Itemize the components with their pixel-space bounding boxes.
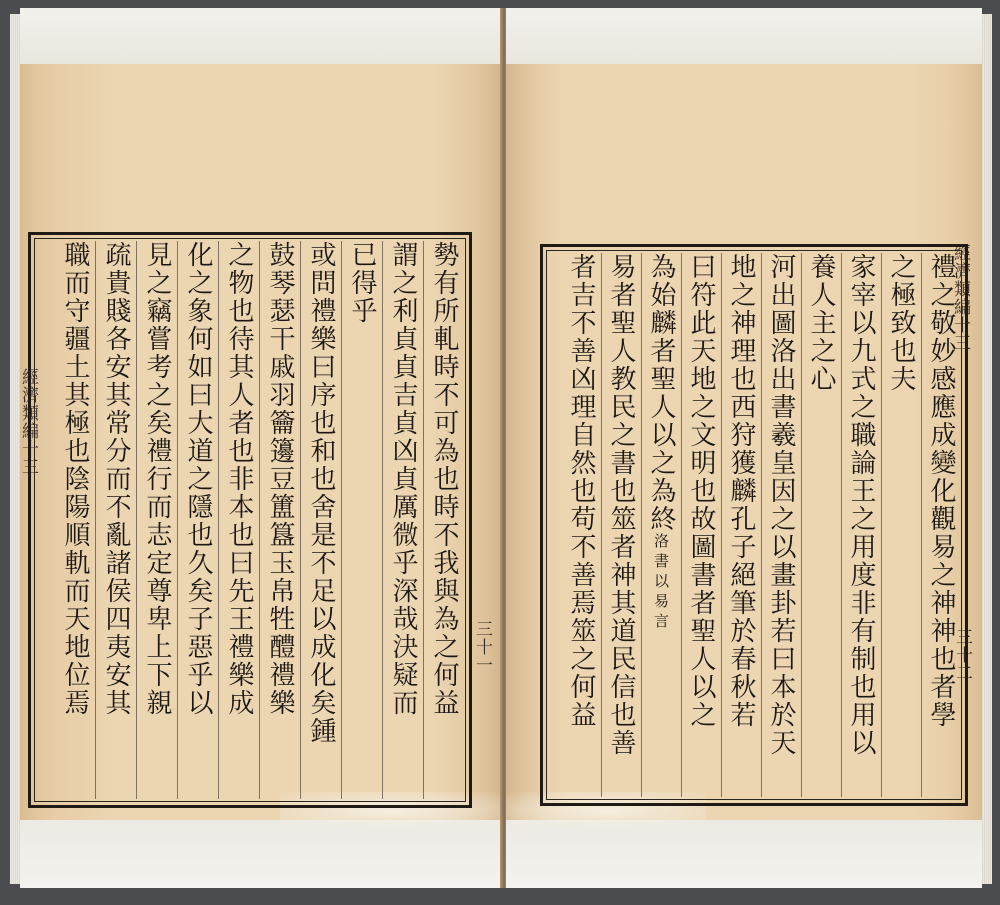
left-column-10: 職而守疆土其極也陰陽順軌而天地位焉 <box>55 241 96 799</box>
right-column-6: 地之神理也西狩獲麟孔子絕筆於春秋若 <box>721 253 762 797</box>
left-column-7: 化之象何如曰大道之隱也久矣子惡乎以 <box>178 241 219 799</box>
left-column-9: 疏貴賤各安其常分而不亂諸侯四夷安其 <box>96 241 137 799</box>
right-column-1: 禮之敬妙感應成變化觀易之神神也者學 <box>926 253 956 729</box>
left-column-5: 鼓琴瑟干戚羽籥籩豆簠簋玉帛牲醴禮樂 <box>260 241 301 799</box>
top-paper-band <box>506 8 982 64</box>
left-column-4: 或問禮樂曰序也和也舍是不足以成化矣鍾 <box>301 241 342 799</box>
right-text-frame <box>540 244 968 806</box>
right-column-9: 易者聖人教民之書也筮者神其道民信也善 <box>601 253 642 797</box>
annotation-note: 洛書以易言 <box>652 533 670 633</box>
right-column-3: 家宰以九式之職論王之用度非有制也用以 <box>841 253 882 797</box>
right-column-8-text: 為始麟者聖人以之為終 <box>646 253 676 533</box>
right-column-4: 養人主之心 <box>801 253 842 797</box>
left-column-2: 謂之利貞貞吉貞凶貞厲微乎深哉決疑而 <box>383 241 424 799</box>
left-text-frame <box>28 232 472 808</box>
bottom-paper-band <box>20 820 502 888</box>
left-column-3: 已得乎 <box>342 241 383 799</box>
left-column-6: 之物也待其人者也非本也曰先王禮樂成 <box>219 241 260 799</box>
right-column-8 <box>641 253 682 797</box>
left-column-1: 勢有所軋時不可為也時不我與為之何益 <box>429 241 459 717</box>
right-column-10: 者吉不善凶理自然也苟不善焉筮之何益 <box>561 253 602 797</box>
left-page <box>20 8 502 888</box>
top-paper-band <box>20 8 502 64</box>
left-margin-page-number: 三十一 <box>472 620 492 674</box>
right-margin-page-number: 三十二 <box>952 628 972 682</box>
right-margin-title: 經濟類編十三 <box>950 244 970 352</box>
right-column-2: 之極致也夫 <box>881 253 922 797</box>
right-page <box>506 8 982 888</box>
right-column-7: 曰符此天地之文明也故圖書者聖人以之 <box>681 253 722 797</box>
bottom-paper-band <box>506 820 982 888</box>
right-column-5: 河出圖洛出書羲皇因之以畫卦若曰本於天 <box>761 253 802 797</box>
page-edge-right <box>982 14 992 884</box>
left-column-8: 見之竊嘗考之矣禮行而志定尊卑上下親 <box>137 241 178 799</box>
left-margin-title: 經濟類編十三 <box>18 368 38 476</box>
